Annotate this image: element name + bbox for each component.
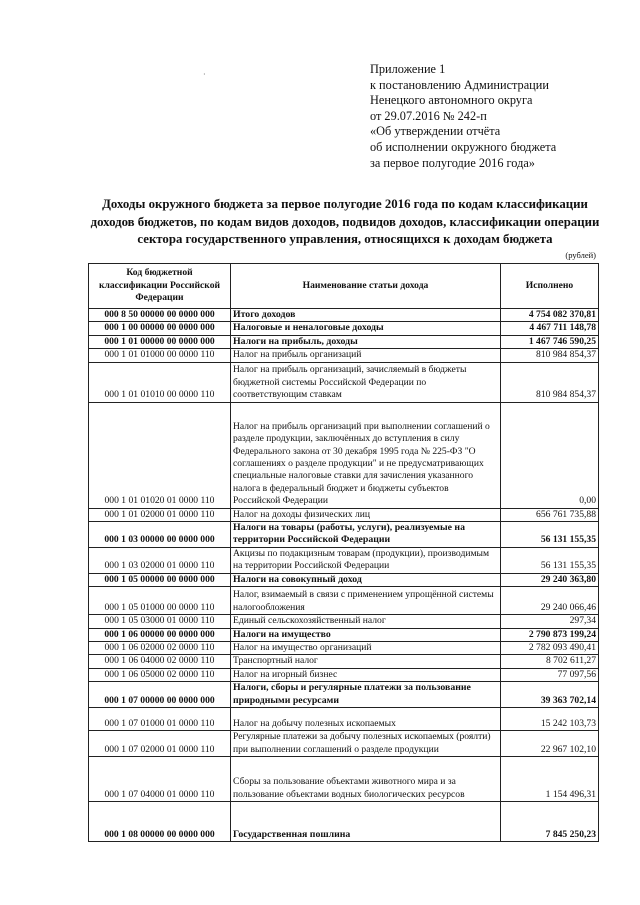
- budget-code-cell: 000 1 01 01010 00 0000 110: [89, 362, 231, 402]
- annex-line: Ненецкого автономного округа: [370, 93, 533, 108]
- table-row: [89, 628, 599, 641]
- executed-amount-cell: 810 984 854,37: [501, 349, 599, 362]
- revenue-name-cell: Налог, взимаемый в связи с применением упрощённой системы налогообложения: [231, 587, 501, 615]
- revenue-name-cell: Регулярные платежи за добычу полезных ископаемых (роялти) при выполнении соглашений о разделе продукции: [231, 731, 501, 757]
- budget-code-cell: 000 1 07 04000 01 0000 110: [89, 756, 231, 801]
- revenue-name-cell: Налоги, сборы и регулярные платежи за пользование природными ресурсами: [231, 682, 501, 708]
- header-name: Наименование статьи дохода: [231, 264, 501, 309]
- budget-code-cell: 000 1 05 03000 01 0000 110: [89, 615, 231, 628]
- table-row: [89, 335, 599, 348]
- units-label: (рублей): [565, 250, 596, 260]
- table-row: [89, 587, 599, 615]
- budget-code-cell: 000 1 07 01000 01 0000 110: [89, 708, 231, 731]
- executed-amount-cell: 1 154 496,31: [501, 756, 599, 801]
- annex-line: к постановлению Администрации: [370, 77, 549, 92]
- budget-code-cell: 000 1 00 00000 00 0000 000: [89, 322, 231, 335]
- revenue-name-cell: Налоги на совокупный доход: [231, 573, 501, 586]
- revenue-name-cell: Налог на доходы физических лиц: [231, 508, 501, 521]
- revenue-name-cell: Налоги на прибыль, доходы: [231, 335, 501, 348]
- title-line: сектора государственного управления, относящихся к доходам бюджета: [137, 232, 553, 246]
- executed-amount-cell: 29 240 363,80: [501, 573, 599, 586]
- header-code: Код бюджетной классификации Российской Федерации: [89, 264, 231, 309]
- revenue-name-cell: Налог на прибыль организаций при выполнении соглашений о разделе продукции, заключённых до вступления в силу Федерального закона от 30 декабря 1995 года № 225-ФЗ "О соглашениях о разделе продукции" и не предусматривающих специальные налоговые ставки для зачисления указанного налога в федеральный бюджет и бюджеты субъектов Российской Федерации: [231, 402, 501, 508]
- revenue-name-cell: Транспортный налог: [231, 655, 501, 668]
- revenue-name-cell: Сборы за пользование объектами животного мира и за пользование объектами водных биологических ресурсов: [231, 756, 501, 801]
- budget-code-cell: 000 1 08 00000 00 0000 000: [89, 801, 231, 841]
- revenue-name-cell: Налог на прибыль организаций, зачисляемый в бюджеты бюджетной системы Российской Федерации по соответствующим ставкам: [231, 362, 501, 402]
- revenue-name-cell: Налог на имущество организаций: [231, 642, 501, 655]
- annex-line: за первое полугодие 2016 года»: [370, 155, 535, 170]
- table-row: [89, 522, 599, 548]
- budget-code-cell: 000 1 06 05000 02 0000 110: [89, 668, 231, 681]
- title-line: доходов бюджетов, по кодам видов доходов, подвидов доходов, классификации операции: [90, 214, 600, 229]
- table-row: [89, 756, 599, 801]
- table-row: [89, 322, 599, 335]
- executed-amount-cell: 1 467 746 590,25: [501, 335, 599, 348]
- table-row: [89, 362, 599, 402]
- budget-code-cell: 000 1 01 02000 01 0000 110: [89, 508, 231, 521]
- budget-code-cell: 000 1 06 02000 02 0000 110: [89, 642, 231, 655]
- executed-amount-cell: 7 845 250,23: [501, 801, 599, 841]
- revenue-name-cell: Итого доходов: [231, 309, 501, 322]
- budget-code-cell: 000 1 01 00000 00 0000 000: [89, 335, 231, 348]
- executed-amount-cell: 56 131 155,35: [501, 522, 599, 548]
- executed-amount-cell: 2 782 093 490,41: [501, 642, 599, 655]
- document-title: [80, 196, 610, 249]
- executed-amount-cell: 4 467 711 148,78: [501, 322, 599, 335]
- annex-line: об исполнении окружного бюджета: [370, 139, 557, 154]
- executed-amount-cell: 15 242 103,73: [501, 708, 599, 731]
- table-row: [89, 682, 599, 708]
- title-line: Доходы окружного бюджета за первое полугодие 2016 года по кодам классификации: [102, 197, 588, 211]
- table-row: [89, 801, 599, 841]
- revenue-table: [88, 263, 599, 842]
- table-row: [89, 547, 599, 573]
- budget-code-cell: 000 1 01 01020 01 0000 110: [89, 402, 231, 508]
- executed-amount-cell: 0,00: [501, 402, 599, 508]
- annex-line: от 29.07.2016 № 242-п: [370, 108, 487, 123]
- executed-amount-cell: 56 131 155,35: [501, 547, 599, 573]
- budget-code-cell: 000 1 05 00000 00 0000 000: [89, 573, 231, 586]
- budget-code-cell: 000 1 03 00000 00 0000 000: [89, 522, 231, 548]
- revenue-name-cell: Налоговые и неналоговые доходы: [231, 322, 501, 335]
- executed-amount-cell: 656 761 735,88: [501, 508, 599, 521]
- table-row: [89, 655, 599, 668]
- budget-code-cell: 000 1 06 04000 02 0000 110: [89, 655, 231, 668]
- revenue-name-cell: Государственная пошлина: [231, 801, 501, 841]
- budget-code-cell: 000 1 03 02000 01 0000 110: [89, 547, 231, 573]
- revenue-name-cell: Налоги на имущество: [231, 628, 501, 641]
- budget-code-cell: 000 8 50 00000 00 0000 000: [89, 309, 231, 322]
- budget-code-cell: 000 1 05 01000 00 0000 110: [89, 587, 231, 615]
- annex-block: [370, 62, 556, 171]
- annex-line: «Об утверждении отчёта: [370, 124, 501, 139]
- table-row: [89, 573, 599, 586]
- budget-code-cell: 000 1 07 00000 00 0000 000: [89, 682, 231, 708]
- revenue-name-cell: Акцизы по подакцизным товарам (продукции), производимым на территории Российской Федерации: [231, 547, 501, 573]
- executed-amount-cell: 22 967 102,10: [501, 731, 599, 757]
- budget-code-cell: 000 1 01 01000 00 0000 110: [89, 349, 231, 362]
- budget-code-cell: 000 1 07 02000 01 0000 110: [89, 731, 231, 757]
- executed-amount-cell: 39 363 702,14: [501, 682, 599, 708]
- executed-amount-cell: 810 984 854,37: [501, 362, 599, 402]
- table-row: [89, 642, 599, 655]
- table-row: [89, 508, 599, 521]
- revenue-name-cell: Налог на игорный бизнес: [231, 668, 501, 681]
- header-value: Исполнено: [501, 264, 599, 309]
- annex-line: Приложение 1: [370, 62, 446, 76]
- revenue-name-cell: Единый сельскохозяйственный налог: [231, 615, 501, 628]
- table-row: [89, 309, 599, 322]
- budget-code-cell: 000 1 06 00000 00 0000 000: [89, 628, 231, 641]
- revenue-name-cell: Налог на добычу полезных ископаемых: [231, 708, 501, 731]
- executed-amount-cell: 4 754 082 370,81: [501, 309, 599, 322]
- revenue-name-cell: Налог на прибыль организаций: [231, 349, 501, 362]
- executed-amount-cell: 2 790 873 199,24: [501, 628, 599, 641]
- executed-amount-cell: 77 097,56: [501, 668, 599, 681]
- table-row: [89, 668, 599, 681]
- executed-amount-cell: 29 240 066,46: [501, 587, 599, 615]
- table-header-row: [89, 264, 599, 309]
- table-row: [89, 402, 599, 508]
- table-row: [89, 349, 599, 362]
- table-row: [89, 615, 599, 628]
- executed-amount-cell: 8 702 611,27: [501, 655, 599, 668]
- table-row: [89, 708, 599, 731]
- revenue-name-cell: Налоги на товары (работы, услуги), реализуемые на территории Российской Федерации: [231, 522, 501, 548]
- scan-dot: ·: [203, 70, 206, 79]
- executed-amount-cell: 297,34: [501, 615, 599, 628]
- table-row: [89, 731, 599, 757]
